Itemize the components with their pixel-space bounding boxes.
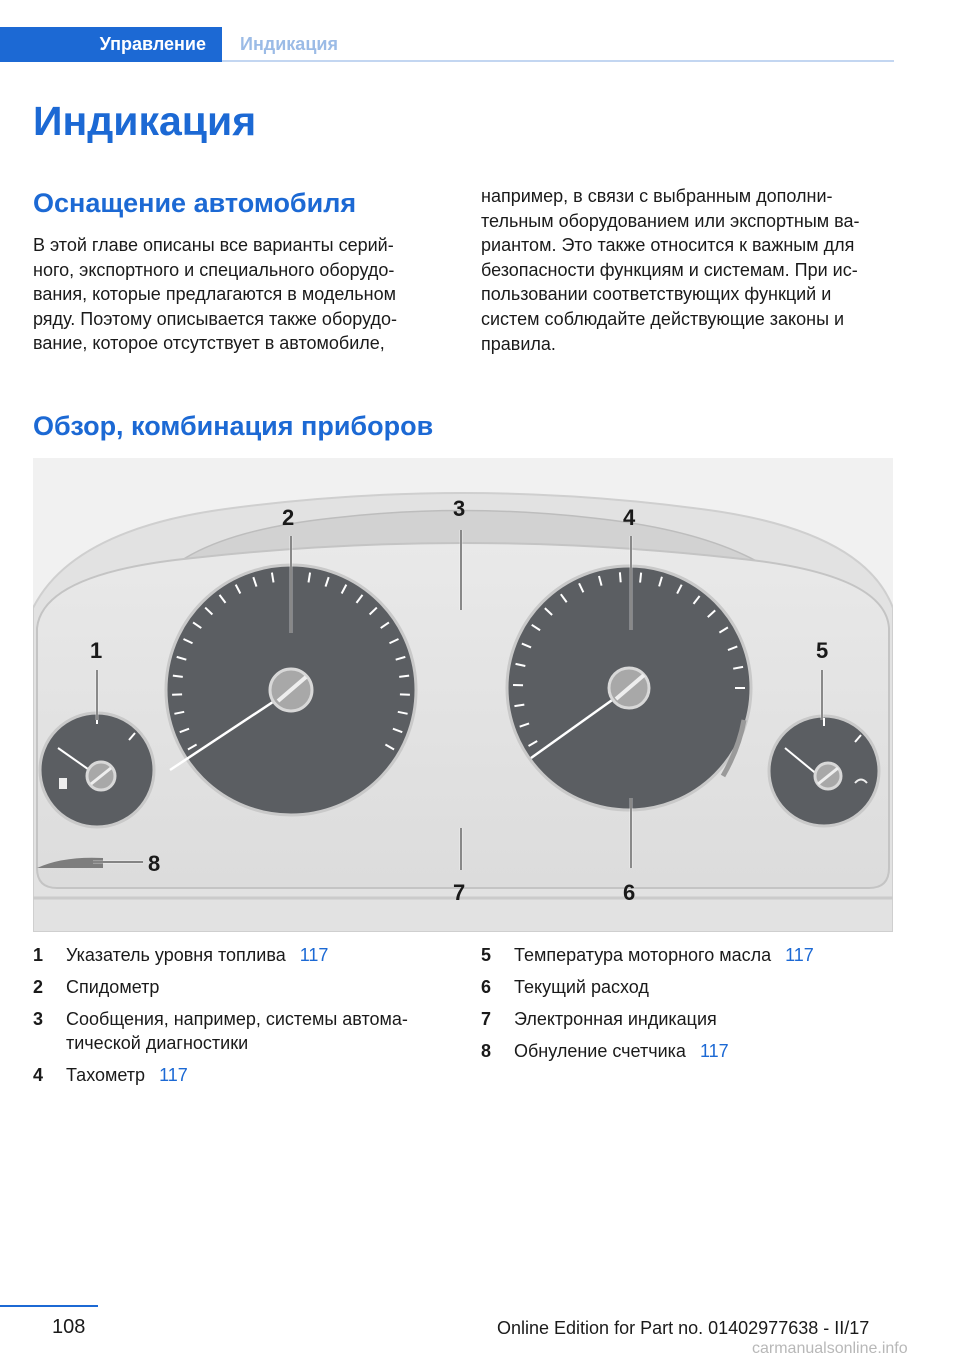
legend-item	[481, 1007, 921, 1031]
legend-label: Текущий расход	[514, 977, 649, 997]
page-reference-link[interactable]: 117	[785, 945, 814, 965]
legend-label: Спидометр	[66, 977, 160, 997]
legend-text	[514, 975, 921, 999]
instrument-cluster-figure	[33, 458, 893, 932]
callout-2: 2	[282, 505, 295, 530]
callout-7: 7	[453, 880, 466, 905]
callout-5: 5	[816, 638, 829, 663]
legend-label: Сообщения, например, системы автома-	[66, 1009, 408, 1029]
legend-text	[514, 1007, 921, 1031]
legend-number: 1	[33, 945, 44, 965]
callout-4: 4	[623, 505, 636, 530]
legend-number: 2	[33, 977, 44, 997]
legend-item	[481, 975, 921, 999]
intro-paragraph-col1	[33, 233, 453, 356]
callout-1: 1	[90, 638, 103, 663]
legend-left	[33, 943, 473, 1095]
page-reference-link[interactable]: 117	[299, 945, 329, 965]
legend-right	[481, 943, 921, 1071]
legend-label: Тахометр	[66, 1065, 146, 1085]
legend-text	[66, 1063, 473, 1087]
section-heading-equipment: Оснащение автомобиля	[33, 188, 357, 218]
gauge-tick	[620, 572, 621, 582]
legend-number: 7	[481, 1009, 492, 1029]
legend-text	[66, 1007, 473, 1055]
legend-number: 6	[481, 977, 492, 997]
gauge-tick	[640, 573, 641, 583]
running-header	[0, 27, 894, 62]
intro-paragraph-col2	[481, 184, 901, 356]
text-line: ряду. Поэтому описывается также оборудо-	[33, 308, 397, 329]
page-title: Индикация	[33, 98, 257, 144]
legend-item	[33, 975, 473, 999]
header-rule	[222, 60, 894, 62]
text-line: пользовании соответствующих функций и	[481, 284, 832, 305]
legend-label: Электронная индикация	[514, 1009, 717, 1029]
legend-text	[514, 1039, 921, 1063]
legend-number: 3	[33, 1009, 44, 1029]
header-tab-section[interactable]: Управление	[0, 27, 222, 62]
instrument-cluster-illustration	[33, 458, 893, 932]
header-tab-subsection[interactable]: Индикация	[240, 34, 338, 54]
text-line: например, в связи с выбранным дополни-	[481, 186, 833, 206]
text-line: вания, которые предлагаются в модельном	[33, 284, 396, 305]
gauge-tick	[173, 676, 183, 677]
text-line: правила.	[481, 333, 556, 354]
text-line: тельным оборудованием или экспортным ва-	[481, 210, 860, 231]
legend-label: Обнуление счетчика	[514, 1041, 686, 1061]
section-heading-overview: Обзор, комбинация приборов	[33, 411, 434, 441]
legend-label: Температура моторного масла	[514, 945, 772, 965]
legend-number: 4	[33, 1065, 44, 1085]
text-line: вание, которое отсутствует в автомобиле,	[33, 333, 385, 354]
text-line: В этой главе описаны все варианты серий-	[33, 235, 394, 255]
callout-8: 8	[148, 851, 161, 876]
callout-3: 3	[453, 496, 466, 521]
legend-item	[481, 943, 921, 967]
text-line: безопасности функциям и системам. При ис-	[481, 259, 858, 280]
fuel-pump-icon	[59, 778, 67, 789]
legend-number: 8	[481, 1041, 492, 1061]
gauge-tick	[399, 676, 409, 677]
tachometer-gauge	[507, 566, 751, 810]
page-reference-link[interactable]: 117	[699, 1041, 729, 1061]
legend-item	[33, 1007, 473, 1055]
page-number: 108	[52, 1316, 86, 1338]
oil-temperature-gauge	[769, 716, 879, 826]
legend-text	[514, 943, 921, 967]
edition-note: Online Edition for Part no. 01402977638 - II/17	[497, 1318, 870, 1338]
text-line: ного, экспортного и специального оборудо-	[33, 259, 395, 280]
legend-item	[33, 943, 473, 967]
callout-6: 6	[623, 880, 636, 905]
watermark: carmanualsonline.info	[752, 1340, 908, 1357]
page-reference-link[interactable]: 117	[159, 1065, 188, 1085]
text-line: риантом. Это также относится к важным для	[481, 235, 855, 256]
footer-rule	[0, 1305, 98, 1307]
legend-item	[33, 1063, 473, 1087]
legend-text	[66, 975, 473, 999]
legend-label: тической диагностики	[66, 1033, 249, 1053]
legend-text	[66, 943, 473, 967]
text-line: систем соблюдайте действующие законы и	[481, 308, 845, 329]
legend-label: Указатель уровня топлива	[66, 945, 286, 965]
legend-item	[481, 1039, 921, 1063]
fuel-gauge	[40, 713, 154, 827]
legend-number: 5	[481, 945, 492, 965]
